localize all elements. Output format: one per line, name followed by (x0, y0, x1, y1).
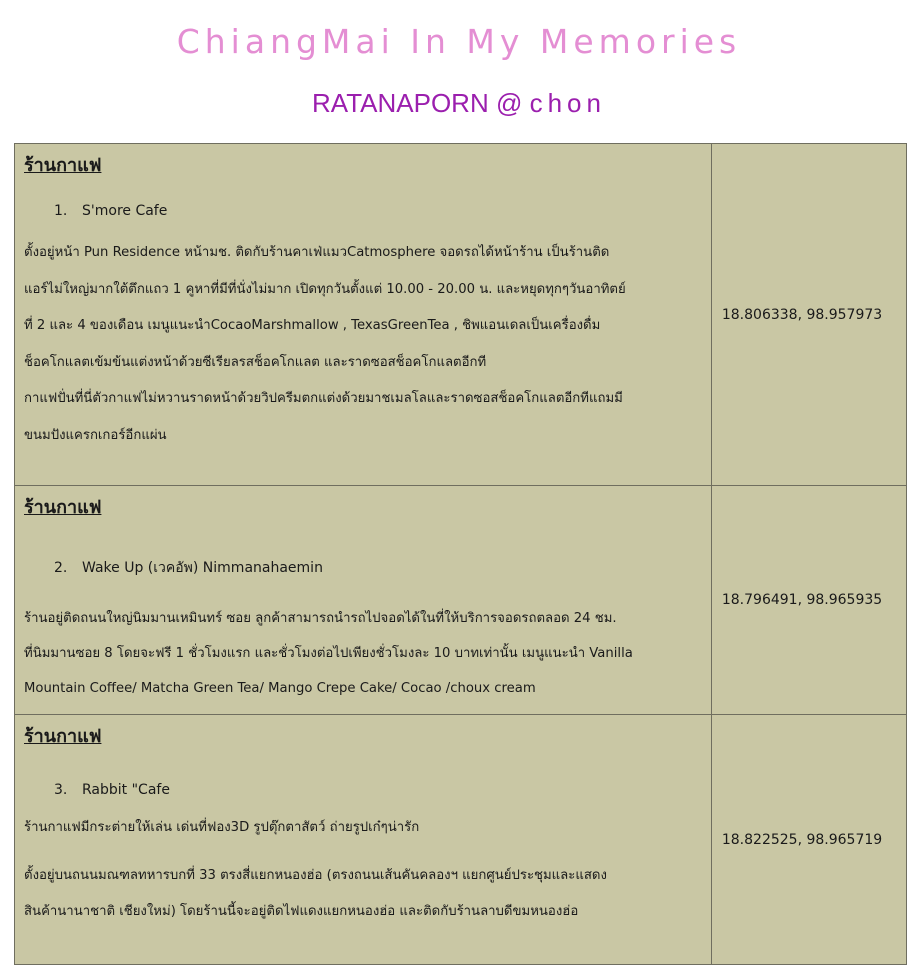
category-heading: ร้านกาแฟ (24, 726, 102, 747)
cafe-coordinates: 18.796491, 98.965935 (711, 486, 906, 715)
cafe-description: ร้านอยู่ติดถนนใหญ่นิมมานเหมินทร์ ซอย ลูกค้าสามารถนำรถไปจอดได้ในที่ให้บริการจอดรถตลอด 24 ชม. ที่นิมมานซอย 8 โดยจะฟรี 1 ชั่วโมงแรก และชั่วโมงต่อไปเพียงชั่วโมงละ 10 บาทเท่านั้น เมนูแนะนำ Vanilla Mountain Coffee/ Matcha Green Tea/ Mango Crepe Cake/ Cocao /choux cream (24, 611, 633, 696)
cafe-info-cell (15, 715, 712, 965)
author-name: RATANAPORN @ (312, 88, 523, 118)
table-row (15, 486, 907, 715)
cafe-info-cell (15, 144, 712, 486)
cafe-info-cell (15, 486, 712, 715)
cafe-name: 1. S'more Cafe (54, 203, 168, 219)
cafe-name: 3. Rabbit "Cafe (54, 782, 170, 798)
cafe-description: ร้านกาแฟมีกระต่ายให้เล่น เด่นที่ฟอง3D รูปตุ๊กตาสัตว์ ถ่ายรูปเก๋ๆน่ารัก (24, 820, 420, 835)
cafe-description: ตั้งอยู่หน้า Pun Residence หน้ามช. ติดกับร้านคาเฟ่แมวCatmosphere จอดรถได้หน้าร้าน เป็นร้านติด แอร์ไม่ใหญ่มากใต้ตึกแถว 1 คูหาที่มีที่นั่งไม่มาก เปิดทุกวันตั้งแต่ 10.00 - 20.00 น. และหยุดทุกๆวันอาทิตย์ ที่ 2 และ 4 ของเดือน เมนูแนะนำCocaoMarshmallow , TexasGreenTea , ชิพแอนเดลเป็นเครื่องดื่ม ช็อคโกแลตเข้มข้นแต่งหน้าด้วยซีเรียลรสช็อคโกแลต และราดซอสช็อคโกแลตอีกที กาแฟปั่นที่นี่ตัวกาแฟไม่หวานราดหน้าด้วยวิปครีมตกแต่งด้วยมาชเมลโลและราดซอสช็อคโกแลตอีกทีแถมมี ขนมปังแครกเกอร์อีกแผ่น (24, 245, 626, 443)
author-subtitle (0, 88, 918, 119)
category-heading: ร้านกาแฟ (24, 155, 102, 176)
cafe-location-description: ตั้งอยู่บนถนนมณฑลทหารบกที่ 33 ตรงสี่แยกหนองฮ่อ (ตรงถนนเส้นคันคลองฯ แยกศูนย์ประชุมและแสดง สินค้านานาชาติ เชียงใหม่) โดยร้านนี้จะอยู่ติดไฟแดงแยกหนองฮ่อ และติดกับร้านลาบดีขมหนองฮ่อ (24, 868, 607, 919)
cafe-table (14, 143, 907, 965)
table-row (15, 144, 907, 486)
page-title: ChiangMai In My Memories (176, 22, 742, 61)
cafe-coordinates: 18.822525, 98.965719 (711, 715, 906, 965)
cafe-name: 2. Wake Up (เวคอัพ) Nimmanahaemin (54, 560, 323, 576)
table-row (15, 715, 907, 965)
category-heading: ร้านกาแฟ (24, 497, 102, 518)
cafe-coordinates: 18.806338, 98.957973 (711, 144, 906, 486)
author-handle: chon (529, 88, 606, 118)
